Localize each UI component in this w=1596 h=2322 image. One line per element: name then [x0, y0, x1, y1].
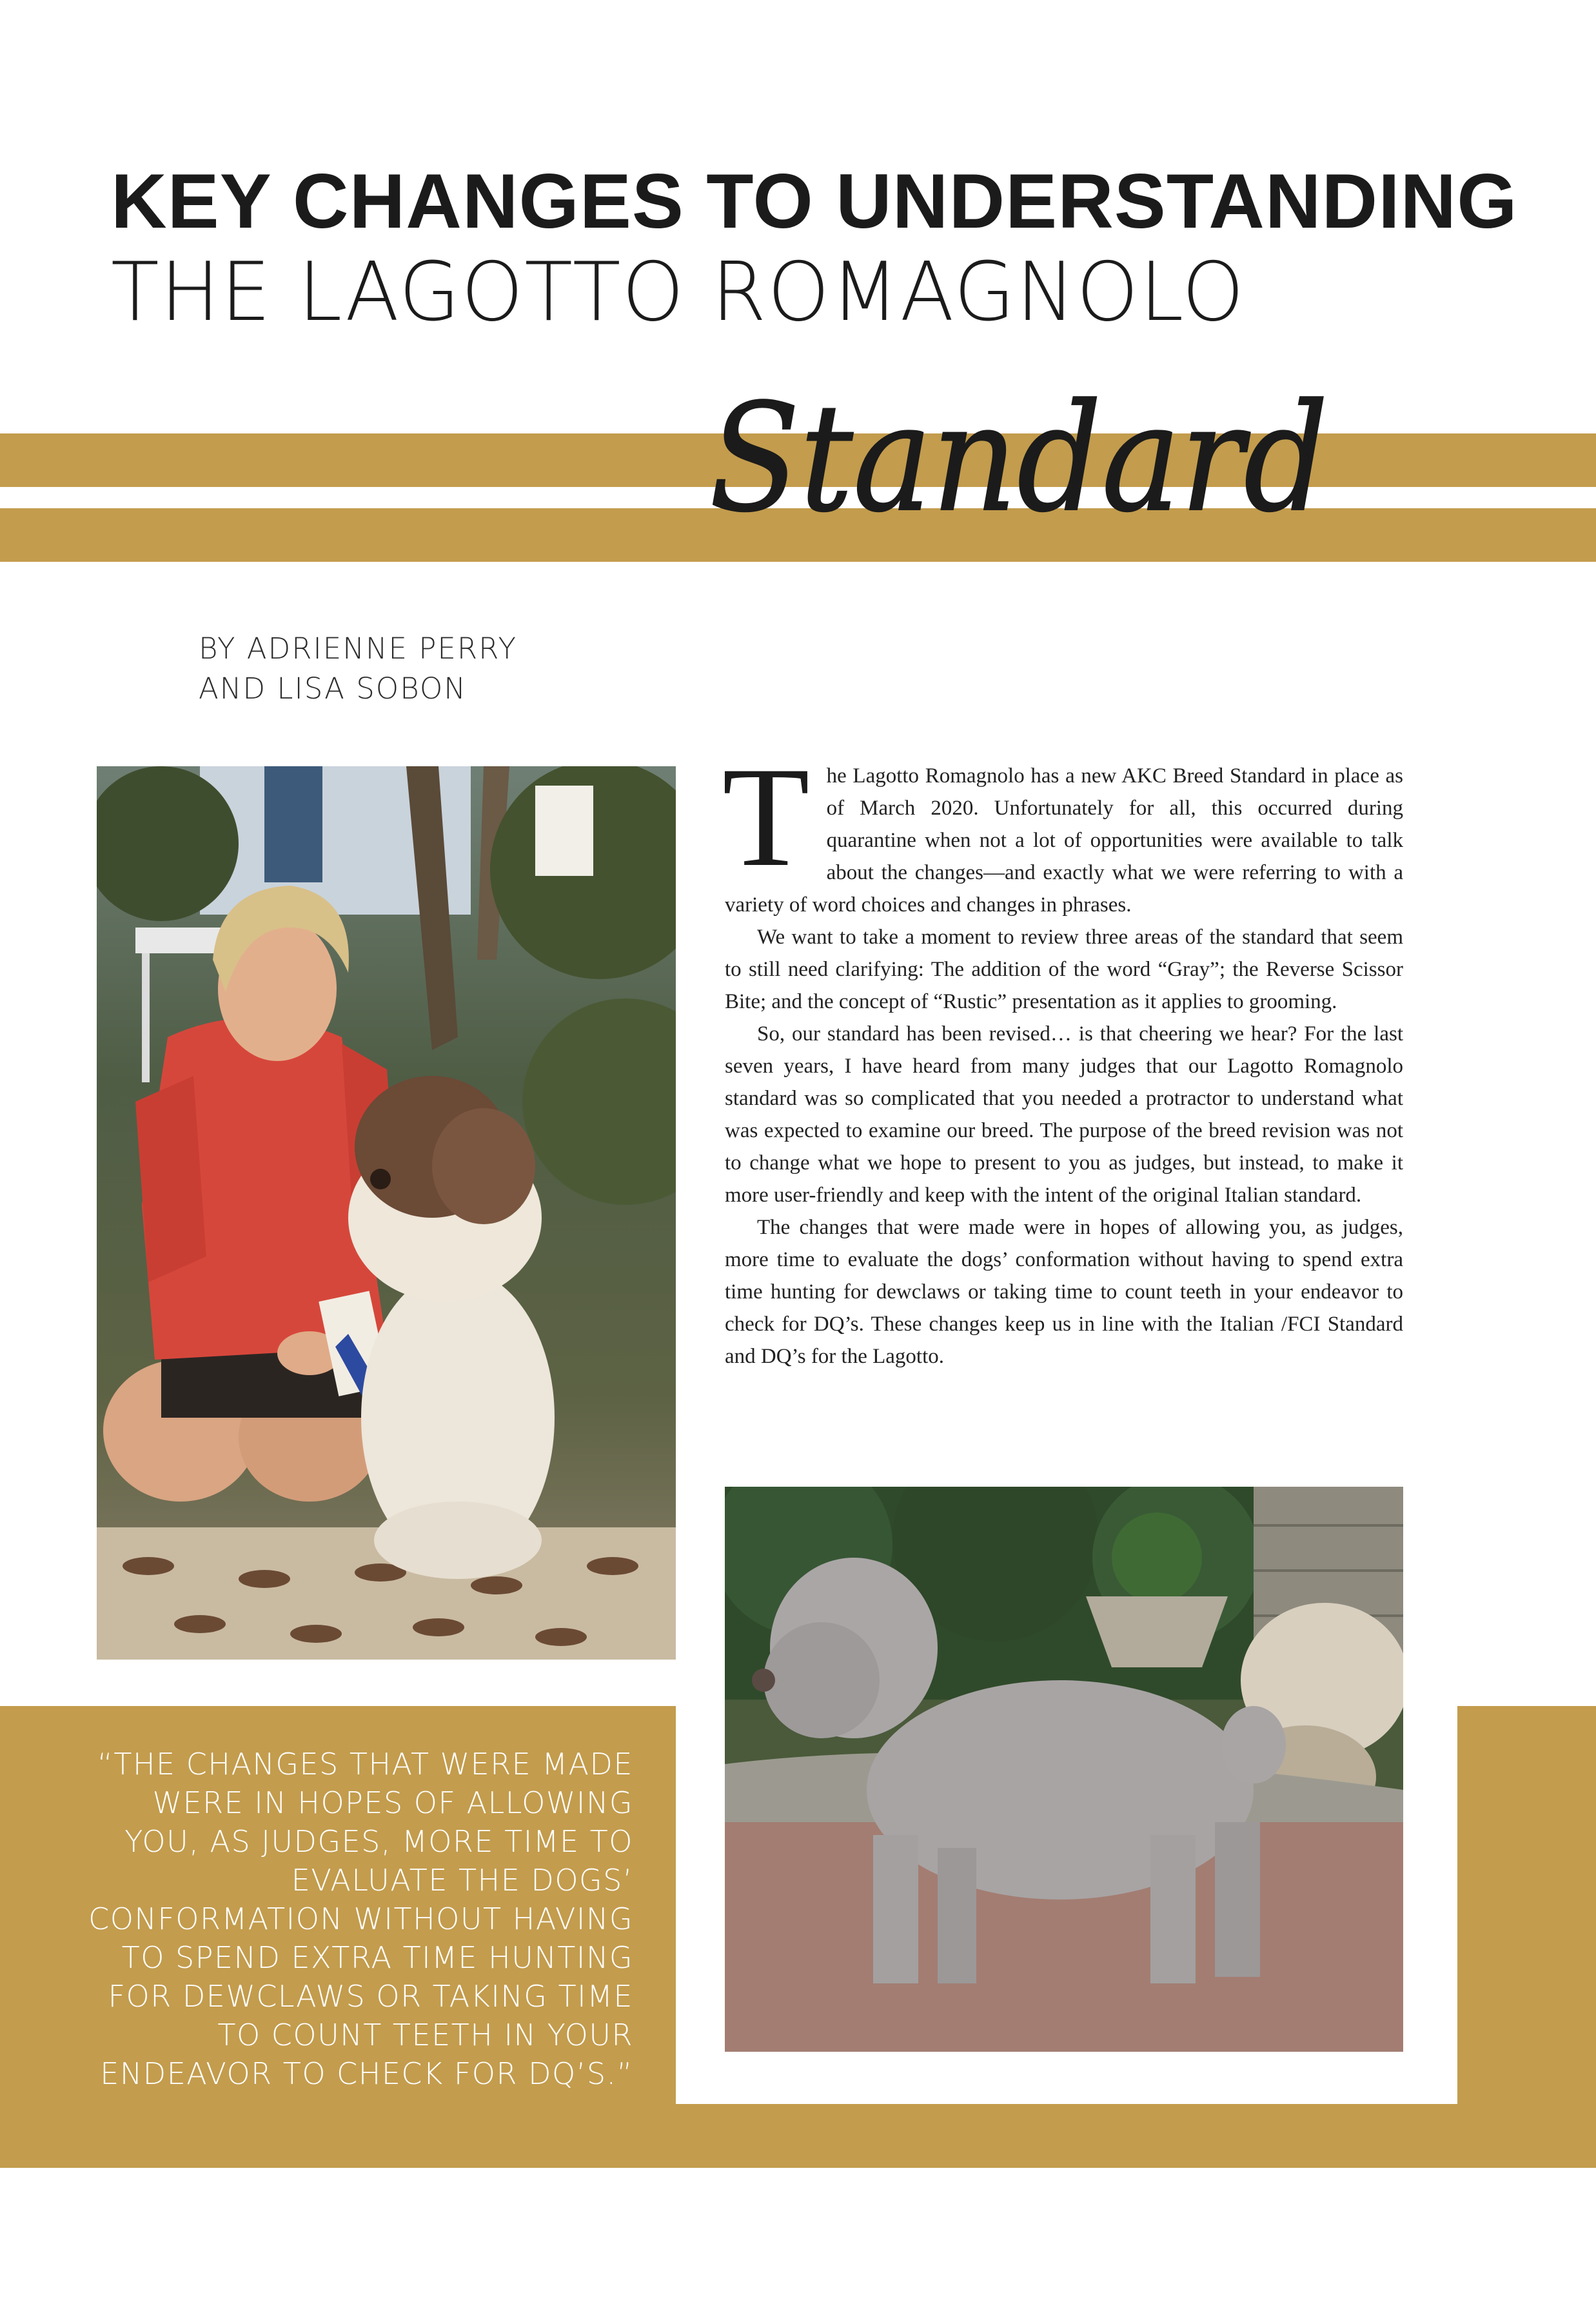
article-paragraph-1-text: he Lagotto Romagnolo has a new AKC Breed Standard in place as of March 2020. Unfortunately for all, this occurred during quarantine when not a lot of opportunities were available to talk about the changes—and exactly what we were referring to with a variety of word choices and changes in phrases. [725, 764, 1403, 917]
gold-frame-right [1457, 1706, 1596, 2168]
article-paragraph-3: So, our standard has been revised… is that cheering we hear? For the last seven years, I have heard from many judges that our Lagotto Romagnolo standard was so complicated that you needed a protractor to understand what was expected to examine our breed. The purpose of the breed revision was not to change what we hope to present to you as judges, but instead, to make it more user-friendly and keep with the intent of the original Italian standard. [725, 1022, 1403, 1207]
headline-line-2: THE LAGOTTO ROMAGNOLO [111, 244, 1246, 339]
photo-gray-lagotto-image [725, 1487, 1403, 2052]
pull-quote: “THE CHANGES THAT WERE MADE WERE IN HOPES OF ALLOWING YOU, AS JUDGES, MORE TIME TO EVALUATE THE DOGS’ CONFORMATION WITHOUT HAVING TO SPEND EXTRA TIME HUNTING FOR DEWCLAWS OR TAKING TIME TO COUNT TEETH IN YOUR ENDEAVOR TO CHECK FOR DQ’S.” [88, 1747, 633, 2091]
article-paragraph-1 [722, 738, 1403, 921]
drop-cap: T [722, 738, 810, 897]
article-body [722, 738, 1403, 1373]
script-standard-svg [696, 361, 1341, 632]
gold-frame-bottom [0, 2104, 1596, 2168]
headline-script-word [696, 361, 1341, 632]
article-paragraph-2: We want to take a moment to review three areas of the standard that seem to still need clarifying: The addition of the word “Gray”; the Reverse Scissor Bite; and the concept of “Rustic” presentation as it applies to grooming. [725, 926, 1403, 1013]
byline [199, 629, 517, 709]
byline-line-2: AND LISA SOBON [199, 671, 467, 706]
byline-line-1: BY ADRIENNE PERRY [199, 631, 517, 666]
photo-handler-with-dog-image [97, 766, 676, 1660]
photo-gray-lagotto [725, 1487, 1403, 2052]
article-paragraph-4: The changes that were made were in hopes of allowing you, as judges, more time to evaluate the dogs’ conformation without having to spend extra time hunting for dewclaws or taking time to count teeth in your endeavor to check for DQ’s. These changes keep us in line with the Italian /FCI Standard and DQ’s for the Lagotto. [725, 1216, 1403, 1368]
photo-handler-with-dog [97, 766, 676, 1660]
script-standard-text: Standard [709, 373, 1328, 545]
headline-line-1: KEY CHANGES TO UNDERSTANDING [111, 158, 1518, 244]
